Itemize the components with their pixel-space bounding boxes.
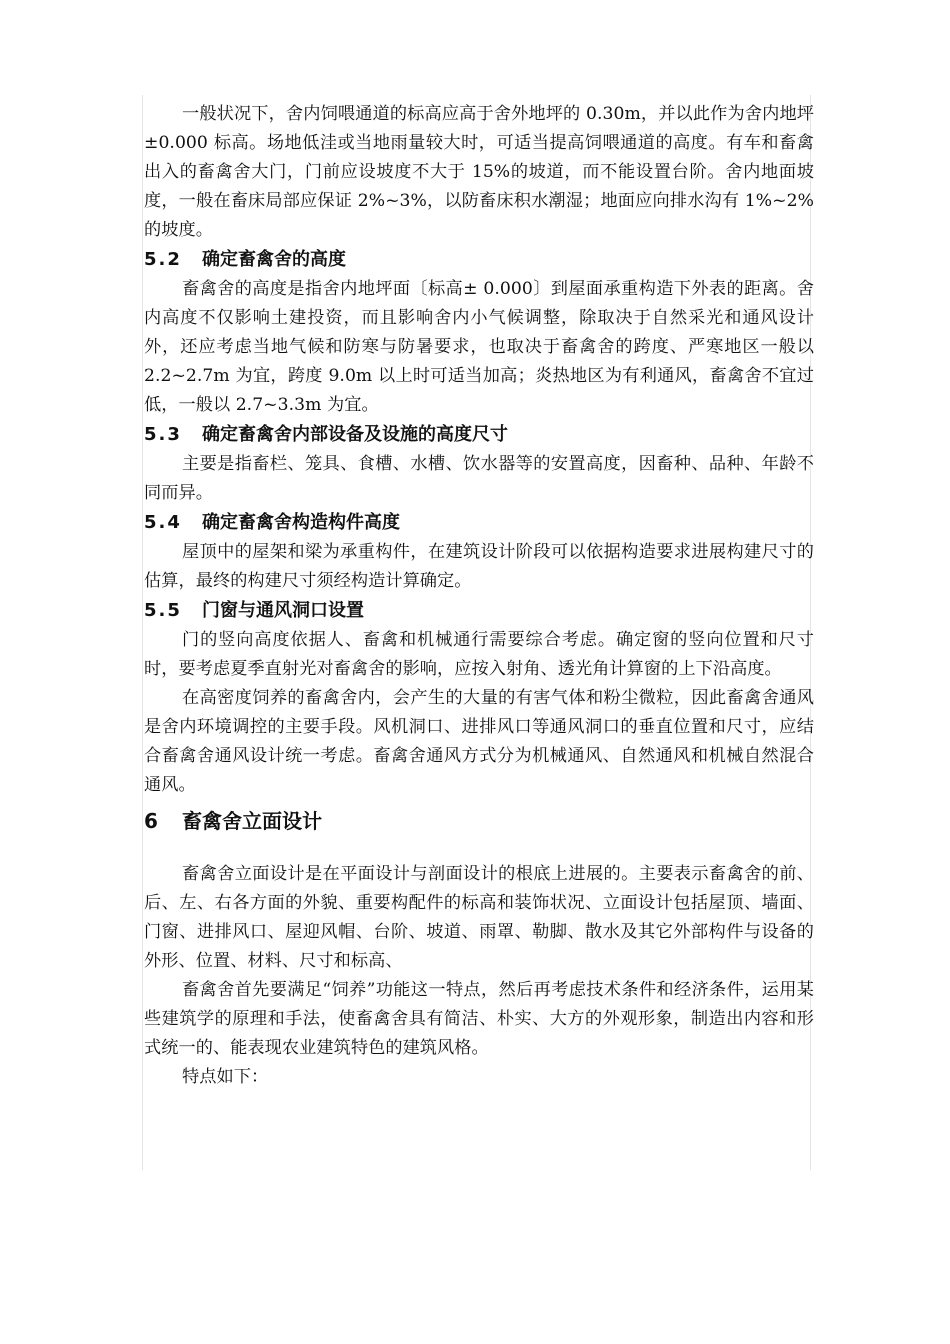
section-title: 确定畜禽舍构造构件高度 [202,512,400,533]
paragraph: 一般状况下，舍内饲喂通道的标高应高于舍外地坪的 0.30m，并以此作为舍内地坪±0.000 标高。场地低洼或当地雨量较大时，可适当提高饲喂通道的高度。有车和畜禽出入的畜禽舍大门，门前应设坡度不大于 15%的坡道，而不能设置台阶。舍内地面坡度，一般在畜床局部应保证 2%~3%，以防畜床积水潮湿；地面应向排水沟有 1%~2%的坡度。 [144,104,814,240]
section-heading-5-3 [144,420,814,450]
section-heading-5-5 [144,596,814,626]
section-title: 确定畜禽舍内部设备及设施的高度尺寸 [202,424,508,445]
paragraph: 门的竖向高度依据人、畜禽和机械通行需要综合考虑。确定窗的竖向位置和尺寸时，要考虑夏季直射光对畜禽舍的影响，应按入射角、透光角计算窗的上下沿高度。 [144,630,814,679]
paragraph: 特点如下： [182,1067,269,1087]
section-title: 门窗与通风洞口设置 [202,600,364,621]
paragraph: 主要是指畜栏、笼具、食槽、水槽、饮水器等的安置高度，因畜种、品种、年龄不同而异。 [144,454,814,503]
document-body [144,100,814,1092]
paragraph: 畜禽舍立面设计是在平面设计与剖面设计的根底上进展的。主要表示畜禽舍的前、后、左、右各方面的外貌、重要构配件的标高和装饰状况、立面设计包括屋顶、墙面、门窗、进排风口、屋迎风帽、台阶、坡道、雨罩、勒脚、散水及其它外部构件与设备的外形、位置、材料、尺寸和标高、 [144,864,814,971]
chapter-heading-6 [144,804,814,838]
chapter-title: 畜禽舍立面设计 [182,809,322,833]
paragraph: 屋顶中的屋架和梁为承重构件，在建筑设计阶段可以依据构造要求进展构建尺寸的估算，最终的构建尺寸须经构造计算确定。 [144,542,814,591]
section-number: 5.4 [144,512,182,533]
section-title: 确定畜禽舍的高度 [202,249,346,270]
chapter-number: 6 [144,809,158,833]
paragraph: 在高密度饲养的畜禽舍内，会产生的大量的有害气体和粉尘微粒，因此畜禽舍通风是舍内环境调控的主要手段。风机洞口、进排风口等通风洞口的垂直位置和尺寸，应结合畜禽舍通风设计统一考虑。畜禽舍通风方式分为机械通风、自然通风和机械自然混合通风。 [144,688,814,795]
section-number: 5.2 [144,249,182,270]
paragraph: 畜禽舍首先要满足“饲养”功能这一特点，然后再考虑技术条件和经济条件，运用某些建筑学的原理和手法，使畜禽舍具有简洁、朴实、大方的外观形象，制造出内容和形式统一的、能表现农业建筑特色的建筑风格。 [144,980,814,1058]
section-heading-5-2 [144,245,814,275]
section-number: 5.3 [144,424,182,445]
paragraph: 畜禽舍的高度是指舍内地坪面〔标高± 0.000〕到屋面承重构造下外表的距离。舍内高度不仅影响土建投资，而且影响舍内小气候调整，除取决于自然采光和通风设计外，还应考虑当地气候和防寒与防暑要求，也取决于畜禽舍的跨度、严寒地区一般以 2.2~2.7m 为宜，跨度 9.0m 以上时可适当加高；炎热地区为有利通风，畜禽舍不宜过低，一般以 2.7~3.3m 为宜。 [144,279,814,415]
section-number: 5.5 [144,600,182,621]
section-heading-5-4 [144,508,814,538]
